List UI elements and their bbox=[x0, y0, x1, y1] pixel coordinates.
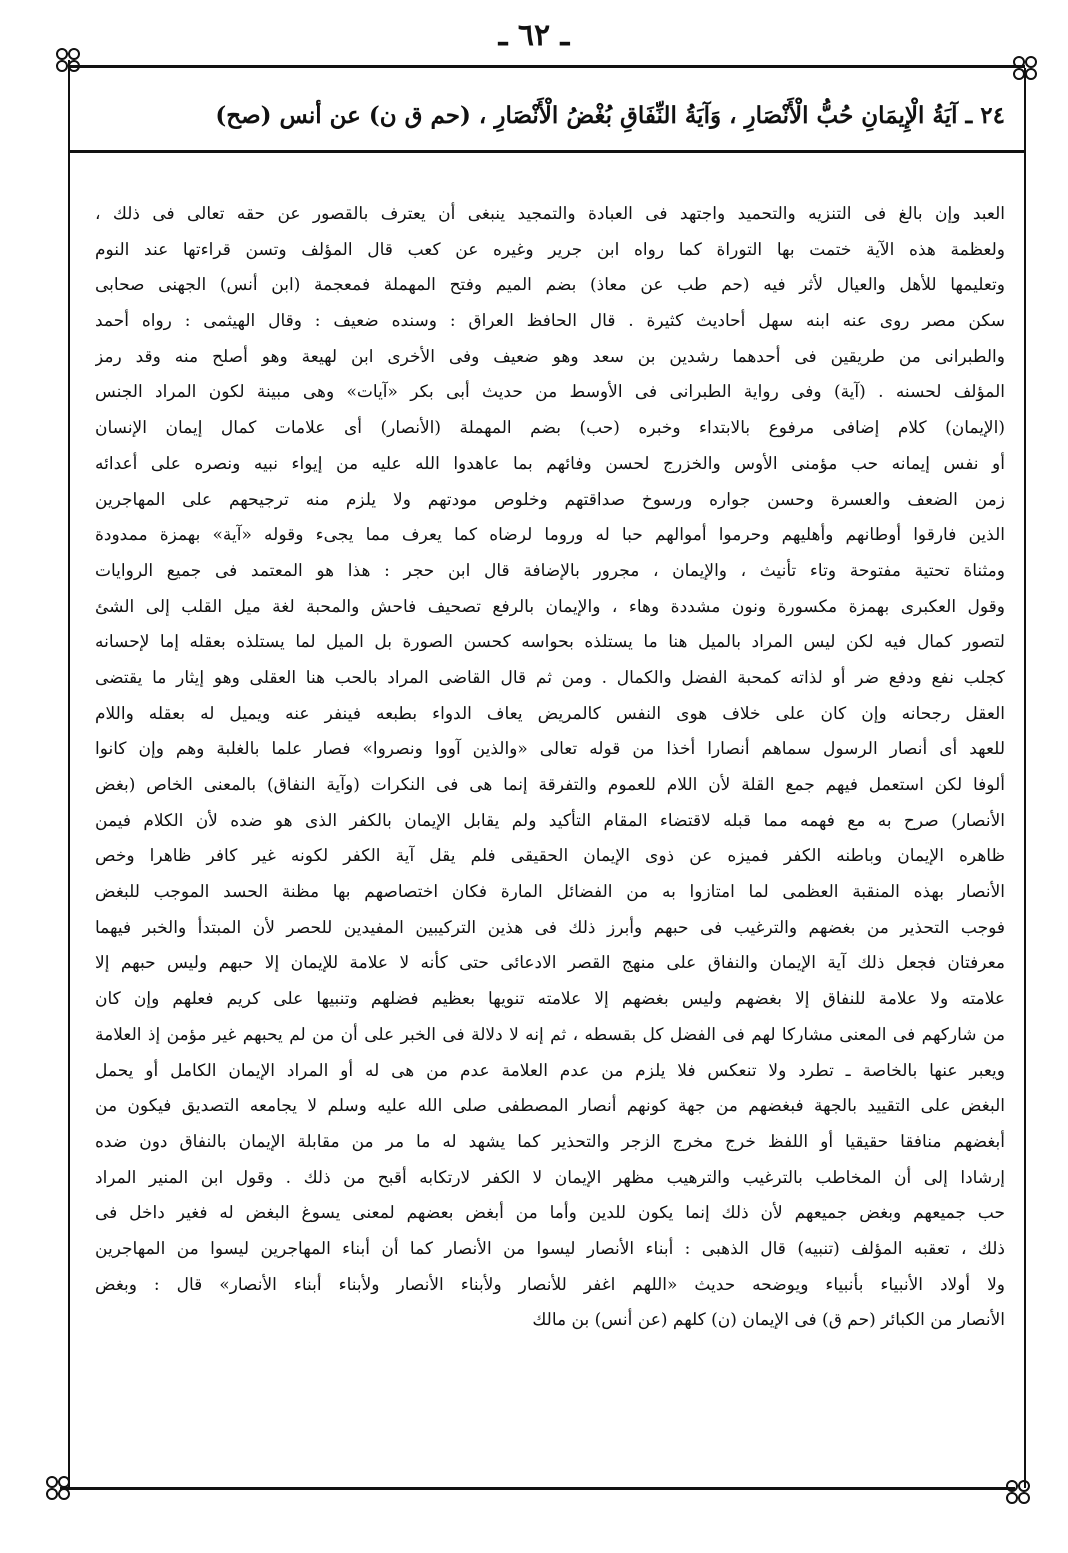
text-line: إرشادا إلى أن المخاطب بالترغيب والترهيب مظهر الإيمان لا الكفر لارتكابه أقبح من ذلك . وقول ابن المنير المراد bbox=[95, 1167, 1005, 1188]
text-line: وقول العكبرى بهمزة مكسورة ونون مشددة وهاء ، والإيمان بالرفع تصحيف فاحش والمحبة لغة ميل القلب إلى الشئ bbox=[95, 596, 1005, 617]
text-line: ولعظمة هذه الآية ختمت بها التوراة كما رواه ابن جرير وغيره عن كعب قال المؤلف وتسن قراءتها عند النوم bbox=[95, 239, 1005, 260]
frame-right-border bbox=[1024, 68, 1026, 1488]
text-line: ألوفا لكن استعمل فيهم جمع القلة لأن اللام للعموم والتفرقة إنما هى فى النكرات (وآية النفاق) بالمعنى الخاص (بغض bbox=[95, 775, 1005, 795]
frame-left-border bbox=[68, 60, 70, 1490]
text-line: الأنصار بهذه المنقبة العظمى لما امتازوا به من الفضائل المارة فكان اختصاصهم بها مظنة الحسد الموجب للبغض bbox=[95, 882, 1005, 903]
hadith-header: ٢٤ ـ آيَةُ الْإِيمَانِ حُبُّ الْأَنْصَارِ ، وَآيَةُ النِّفَاقِ بُغْضُ الْأَنْصَارِ ، (حم ق ن) عن أنس (صح) bbox=[215, 102, 1005, 129]
text-line: كجلب نفع ودفع ضر أو لذاته كمحبة الفضل والكمال . ومن ثم قال القاضى المراد بالحب هنا العقلى وهو إيثار ما يقتضى bbox=[95, 667, 1005, 688]
text-line: معرفتان فجعل ذلك آية الإيمان والنفاق على منهج القصر الادعائى حتى كأنه لا علامة للإيمان إلا حبهم وليس حبهم إلا bbox=[95, 953, 1005, 974]
text-line: ولا أولاد الأنبياء بأنبياء ويوضحه حديث «اللهم اغفر للأنصار ولأبناء الأنصار ولأبناء أبناء الأنصار» قال : وبغض bbox=[95, 1274, 1005, 1295]
text-line: والطبرانى من طريقين فى أحدهما رشدين بن سعد وهو ضعيف وفى الأخرى ابن لهيعة وهو أصلح منه وقد رمز bbox=[95, 346, 1005, 367]
text-line: (الإيمان) كلام إضافى مرفوع بالابتداء وخبره (حب) بضم المهملة (الأنصار) أى علامات كمال إيمان الإنسان bbox=[95, 418, 1005, 439]
text-line: العبد وإن بالغ فى التنزيه والتحميد واجتهد فى العبادة والتمجيد ينبغى أن يعترف بالقصور عن حقه تعالى فى ذلك ، bbox=[95, 204, 1005, 224]
text-line-last: الأنصار من الكبائر (حم ق) فى الإيمان (ن) كلهم (عن أنس) بن مالك bbox=[532, 1310, 1005, 1331]
text-line: زمن الضعف والعسرة وحسن جواره ورسوخ صداقتهم وخلوص مودتهم ولا يلزم منه ترجيحهم على المهاجرين bbox=[95, 489, 1005, 510]
text-line: علامته ولا علامة للنفاق إلا بغضهم وليس بغضهم إلا علامته تنويها بعظيم فضلهم وتنبيها على كريم فعلهم وإن كان bbox=[95, 989, 1005, 1010]
corner-ornament-top-right-icon bbox=[1010, 53, 1040, 83]
text-line: المؤلف لحسنه . (آية) وفى رواية الطبرانى فى الأوسط من حديث أبى بكر «آيات» وهى مبينة لكون المراد الجنس bbox=[95, 382, 1005, 403]
text-line: الأنصار) صرح به مع فهمه مما قبله لاقتضاء المقام التأكيد ولم يقابل الإيمان بالكفر الذى هو ضده لأن الكلام فيمن bbox=[95, 810, 1005, 831]
text-line: وتعليمها للأهل والعيال لأثر فيه (حم طب عن معاذ) بضم الميم وفتح المهملة فمعجمة (ابن أنس) الجهنى صحابى bbox=[95, 275, 1005, 296]
text-line: البغض على التقييد بالجهة فبغضهم من جهة كونهم أنصار المصطفى صلى الله عليه وسلم لا يجامعه التصديق فيكون من bbox=[95, 1096, 1005, 1117]
text-line: من شاركهم فى المعنى مشاركا لهم فى الفضل كل بقسطه ، ثم إنه لا دلالة فى الخبر على أن من لم يحبهم غير مؤمن إذ العلامة bbox=[95, 1024, 1005, 1045]
corner-ornament-top-left-icon bbox=[53, 45, 83, 75]
text-line: ظاهره الإيمان وباطنه الكفر فميزه عن ذوى الإيمان الحقيقى فلم يقل آية الكفر لكونه غير كافر ظاهرا وخص bbox=[95, 846, 1005, 867]
frame-top-border bbox=[70, 65, 1025, 68]
frame-bottom-border bbox=[60, 1487, 1015, 1490]
text-line: ويعبر عنها بالخاصة ـ تطرد ولا تنعكس فلا يلزم من عدم العلامة عدم من هى له أو المراد الإيمان الكامل أو يحمل bbox=[95, 1060, 1005, 1081]
commentary-text bbox=[95, 197, 1005, 1339]
text-line: أو نفس إيمانه حب مؤمنى الأوس والخزرج لحسن وفائهم بما عاهدوا الله عليه من إيواء نبيه ونصره على أعدائه bbox=[95, 453, 1005, 474]
text-line: أبغضهم منافقا حقيقيا أو اللفظ خرج مخرج الزجر والتحذير كما يشهد له ما مر من مقابلة الإيمان بالنفاق دون ضده bbox=[95, 1131, 1005, 1152]
corner-ornament-bottom-right-icon bbox=[1003, 1477, 1033, 1507]
text-line: العقل رجحانه وإن كان على خلاف هوى النفس كالمريض يعاف الدواء بطبعه فينفر عنه ويميل له بعقله واللام bbox=[95, 703, 1005, 724]
header-divider bbox=[70, 150, 1025, 153]
text-line: ومثناة تحتية مفتوحة وتاء تأنيث ، والإيمان ، مجرور بالإضافة قال ابن حجر : هذا هو المعتمد فى جميع الروايات bbox=[95, 560, 1005, 581]
page-number: ـ ٦٢ ـ bbox=[498, 18, 570, 53]
text-line: الذين فارقوا أوطانهم وأهليهم وحرموا أموالهم حبا له وروما لرضاه كما يعرف مما يجىء وقوله «آية» بهمزة ممدودة bbox=[95, 525, 1005, 546]
text-line: حب جميعهم وبغض جميعهم لأن ذلك إنما يكون للدين وأما من أبغض بعضهم لمعنى يسوغ البغض له فغير داخل فى bbox=[95, 1203, 1005, 1224]
text-line: سكن مصر روى عنه ابنه سهل أحاديث كثيرة . قال الحافظ العراق : وسنده ضعيف : وقال الهيثمى : رواه أحمد bbox=[95, 311, 1005, 332]
text-line: للعهد أى أنصار الرسول سماهم أنصارا أخذا من قوله تعالى «والذين آووا ونصروا» فصار علما بالغلبة وهم وإن كانوا bbox=[95, 739, 1005, 760]
text-line: فوجب التحذير من بغضهم والترغيب فى حبهم وأبرز ذلك فى هذين التركيبين المفيدين للحصر لأن المبتدأ والخبر فيهما bbox=[95, 917, 1005, 938]
corner-ornament-bottom-left-icon bbox=[43, 1473, 73, 1503]
text-line: لتصور كمال فيه لكن ليس المراد بالميل هنا ما يستلذه بحواسه كحسن الصورة بل الميل لما يستلذه بعقله إما لإحسانه bbox=[95, 632, 1005, 653]
text-line: ذلك ، تعقبه المؤلف (تنبيه) قال الذهبى : أبناء الأنصار ليسوا من الأنصار كما أن أبناء المهاجرين ليسوا من المهاجرين bbox=[95, 1238, 1005, 1259]
